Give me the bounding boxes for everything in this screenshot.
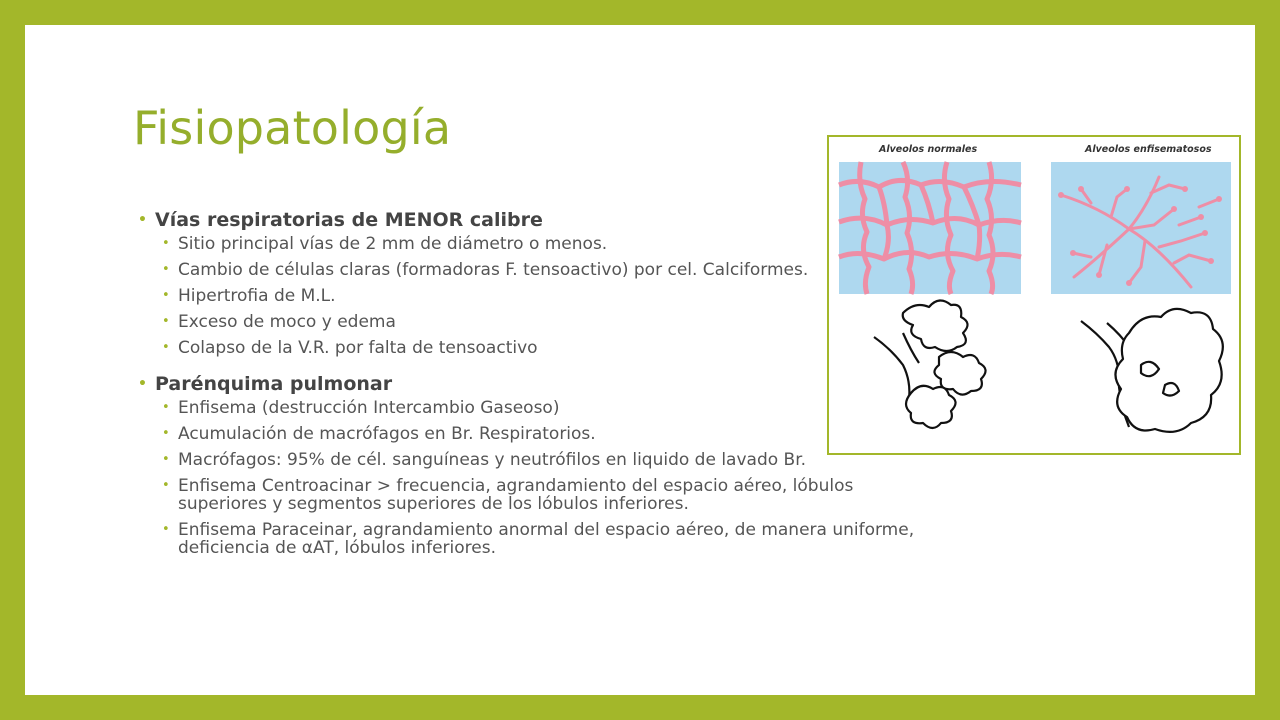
- list-item: • Cambio de células claras (formadoras F. tensoactivo) por cel. Calciformes.: [138, 261, 818, 279]
- emphysema-alveoli-panel: [1051, 162, 1231, 294]
- slide-title: Fisiopatología: [133, 101, 452, 155]
- list-item: • Colapso de la V.R. por falta de tensoactivo: [138, 339, 938, 357]
- label-emphysema-alveoli: Alveolos enfisematosos: [1085, 144, 1212, 155]
- emphysema-acinus-outline: [1081, 309, 1223, 432]
- normal-acinus-outline: [874, 300, 986, 428]
- alveoli-figure: [827, 135, 1241, 455]
- section-small-airways: [138, 209, 938, 357]
- section-parenchyma: [138, 373, 938, 557]
- list-item: • Acumulación de macrófagos en Br. Respiratorios.: [138, 425, 938, 443]
- list-item: • Enfisema Paraceinar, agrandamiento anormal del espacio aéreo, de manera uniforme, deficiencia de αAT, lóbulos inferiores.: [138, 521, 938, 557]
- alveoli-illustration: [829, 137, 1239, 453]
- list-item: • Hipertrofia de M.L.: [138, 287, 938, 305]
- list-item: • Macrófagos: 95% de cél. sanguíneas y neutrófilos en liquido de lavado Br.: [138, 451, 938, 469]
- normal-alveoli-panel: [839, 162, 1021, 294]
- list-item: • Enfisema (destrucción Intercambio Gaseoso): [138, 399, 938, 417]
- list-item: • Sitio principal vías de 2 mm de diámetro o menos.: [138, 235, 938, 253]
- slide: [25, 25, 1255, 695]
- section-heading: • Parénquima pulmonar: [138, 373, 938, 396]
- section-heading: • Vías respiratorias de MENOR calibre: [138, 209, 938, 232]
- label-normal-alveoli: Alveolos normales: [879, 144, 978, 155]
- list-item: • Exceso de moco y edema: [138, 313, 938, 331]
- bullet-content: [138, 209, 938, 566]
- list-item: • Enfisema Centroacinar > frecuencia, agrandamiento del espacio aéreo, lóbulos superiores y segmentos superiores de los lóbulos inferiores.: [138, 477, 938, 513]
